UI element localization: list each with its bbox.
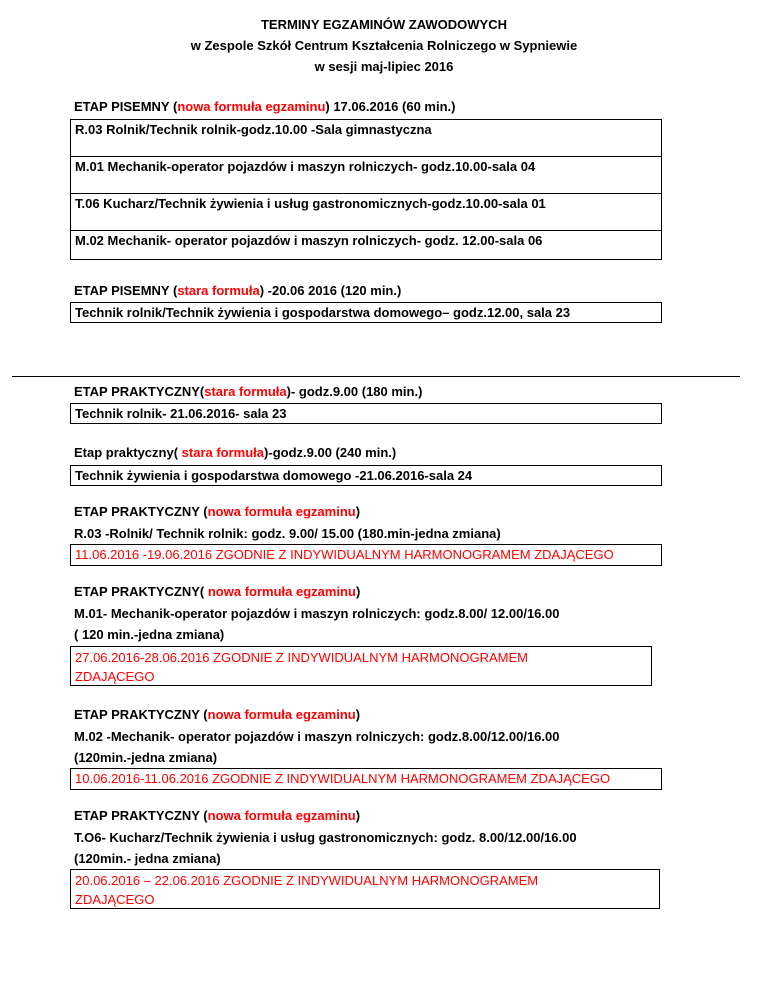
exam-row — [70, 157, 662, 193]
exam-row-text: M.01 Mechanik-operator pojazdów i maszyn rolniczych- godz.10.00-sala 04 — [75, 159, 536, 174]
duration-line: ( 120 min.-jedna zmiana) — [74, 627, 225, 642]
title-red: nowa formuła egzaminu — [207, 808, 356, 823]
title-red: nowa formuła egzaminu — [177, 99, 326, 114]
title-prefix: ETAP PRAKTYCZNY( — [74, 584, 208, 599]
duration-line: (120min.- jedna zmiana) — [74, 851, 221, 866]
schedule-box-text: ZDAJĄCEGO — [75, 892, 155, 907]
exam-row-text: M.02 Mechanik- operator pojazdów i maszyn rolniczych- godz. 12.00-sala 06 — [75, 233, 543, 248]
exam-box-text: Technik rolnik- 21.06.2016- sala 23 — [75, 406, 287, 421]
qualification-line: R.03 -Rolnik/ Technik rolnik: godz. 9.00/ 15.00 (180.min-jedna zmiana) — [74, 526, 501, 541]
table-border — [70, 259, 662, 260]
schedule-box-text: 11.06.2016 -19.06.2016 ZGODNIE Z INDYWIDUALNYM HARMONOGRAMEM ZDAJĄCEGO — [75, 547, 614, 562]
exam-row — [70, 194, 662, 230]
title-red: nowa formuła egzaminu — [207, 504, 356, 519]
title-red: stara formuła — [177, 283, 260, 298]
title-prefix: ETAP PRAKTYCZNY( — [74, 384, 205, 399]
exam-row — [70, 120, 662, 156]
exam-box — [70, 403, 662, 424]
section-practical-t06-title — [74, 806, 360, 826]
title-prefix: ETAP PRAKTYCZNY ( — [74, 707, 208, 722]
exam-row-text: R.03 Rolnik/Technik rolnik-godz.10.00 -Sala gimnastyczna — [75, 122, 432, 137]
title-suffix: ) — [355, 808, 361, 823]
title-prefix: ETAP PISEMNY ( — [74, 99, 178, 114]
title-red: stara formuła — [204, 384, 287, 399]
schedule-box — [70, 646, 652, 686]
schedule-box-text: 20.06.2016 – 22.06.2016 ZGODNIE Z INDYWIDUALNYM HARMONOGRAMEM — [75, 873, 539, 888]
exam-box — [70, 465, 662, 486]
title-suffix: ) — [355, 707, 361, 722]
section-written-new-title — [74, 97, 455, 117]
divider — [12, 376, 740, 377]
duration-line: (120min.-jedna zmiana) — [74, 750, 218, 765]
title-suffix: ) 17.06.2016 (60 min.) — [325, 99, 456, 114]
title-suffix: ) — [355, 584, 361, 599]
exam-box-text: Technik rolnik/Technik żywienia i gospodarstwa domowego– godz.12.00, sala 23 — [75, 305, 571, 320]
title-prefix: ETAP PRAKTYCZNY ( — [74, 504, 208, 519]
header-school: w Zespole Szkół Centrum Kształcenia Rolniczego w Sypniewie — [190, 38, 578, 53]
title-suffix: )- godz.9.00 (180 min.) — [286, 384, 423, 399]
title-red: stara formuła — [181, 445, 265, 460]
schedule-box — [70, 544, 662, 566]
section-practical-m02-title — [74, 705, 360, 725]
title-red: nowa formuła egzaminu — [207, 584, 356, 599]
section-practical-old-2-title — [74, 443, 396, 463]
qualification-line: M.02 -Mechanik- operator pojazdów i maszyn rolniczych: godz.8.00/12.00/16.00 — [74, 729, 560, 744]
title-prefix: ETAP PRAKTYCZNY ( — [74, 808, 208, 823]
section-practical-old-title — [74, 382, 422, 402]
schedule-box-text: 27.06.2016-28.06.2016 ZGODNIE Z INDYWIDUALNYM HARMONOGRAMEM — [75, 650, 528, 665]
qualification-line: T.O6- Kucharz/Technik żywienia i usług gastronomicznych: godz. 8.00/12.00/16.00 — [74, 830, 577, 845]
title-prefix: ETAP PISEMNY ( — [74, 283, 178, 298]
schedule-box — [70, 768, 662, 790]
title-suffix: )-godz.9.00 (240 min.) — [264, 445, 397, 460]
header-title: TERMINY EGZAMINÓW ZAWODOWYCH — [260, 17, 508, 32]
header-session: w sesji maj-lipiec 2016 — [314, 59, 454, 74]
qualification-line: M.01- Mechanik-operator pojazdów i maszyn rolniczych: godz.8.00/ 12.00/16.00 — [74, 606, 560, 621]
title-prefix: Etap praktyczny( — [74, 445, 182, 460]
section-practical-m01-title — [74, 582, 360, 602]
title-red: nowa formuła egzaminu — [207, 707, 356, 722]
title-suffix: ) — [355, 504, 361, 519]
section-practical-r03-title — [74, 502, 360, 522]
document-header — [0, 14, 768, 77]
schedule-box-text: 10.06.2016-11.06.2016 ZGODNIE Z INDYWIDUALNYM HARMONOGRAMEM ZDAJĄCEGO — [75, 771, 611, 786]
exam-box — [70, 302, 662, 323]
schedule-box — [70, 869, 660, 909]
exam-row-text: T.06 Kucharz/Technik żywienia i usług gastronomicznych-godz.10.00-sala 01 — [75, 196, 546, 211]
section-written-old-title — [74, 281, 401, 301]
schedule-box-text: ZDAJĄCEGO — [75, 669, 155, 684]
title-suffix: ) -20.06 2016 (120 min.) — [259, 283, 402, 298]
exam-row — [70, 231, 662, 259]
exam-box-text: Technik żywienia i gospodarstwa domowego -21.06.2016-sala 24 — [75, 468, 473, 483]
